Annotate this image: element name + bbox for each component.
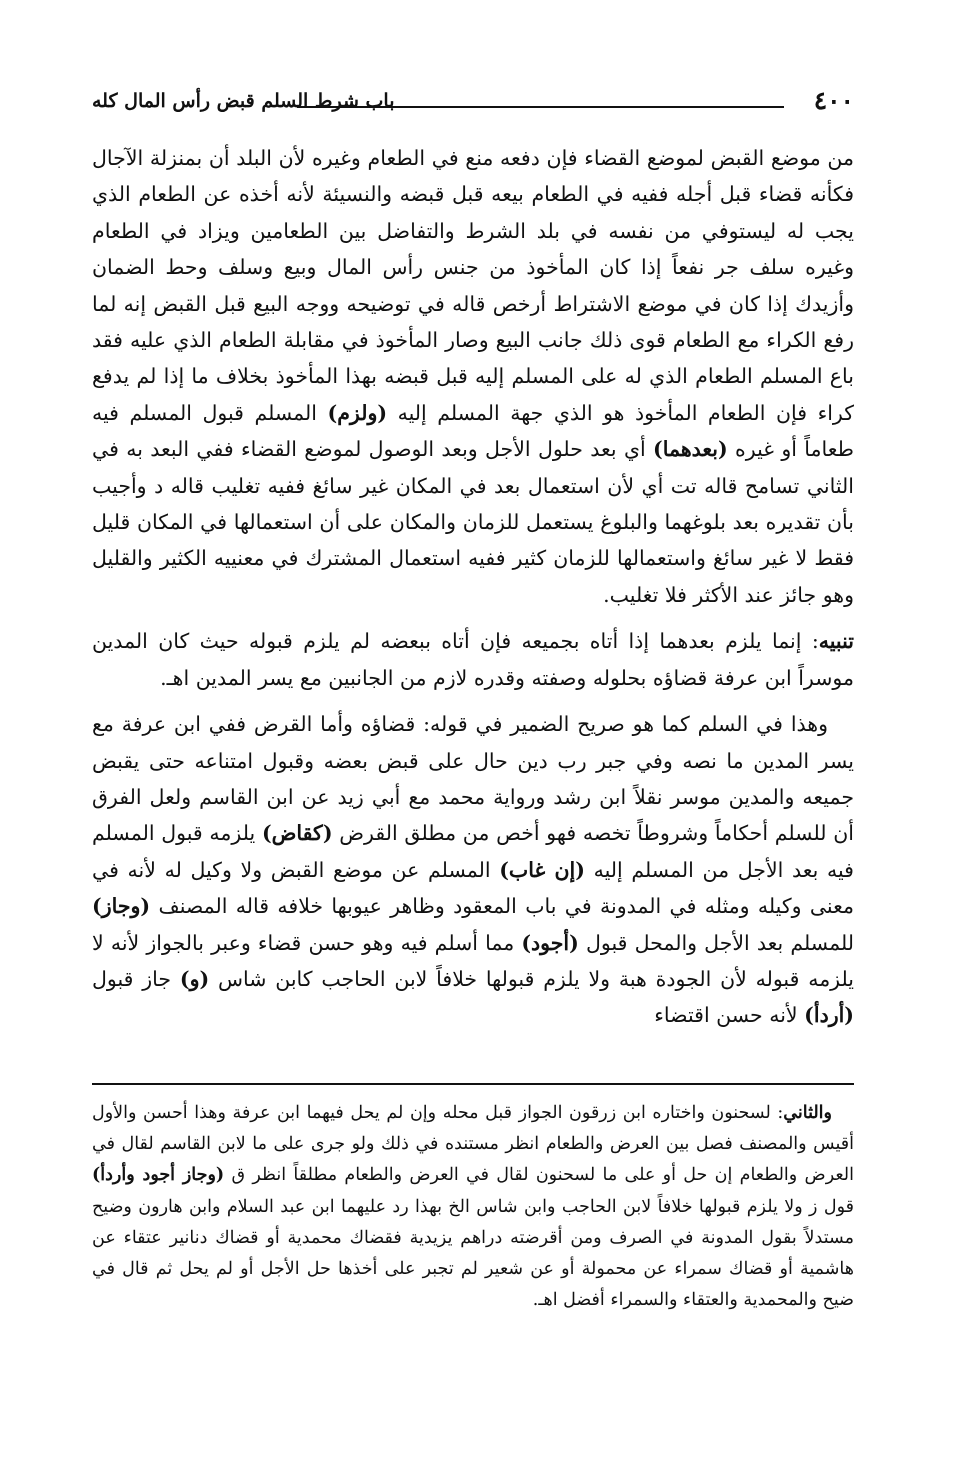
bold-term: (كقاض) [261, 821, 333, 846]
paragraph-1 [92, 140, 854, 613]
text-segment: وهذا في السلم كما هو صريح الضمير في قوله: قضاؤه وأما القرض ففي ابن عرفة مع يسر المدين ما نصه وفي جبر رب دين حال على قبض بعضه وقبول امتناعه حتى يقبض جميعه والمدين موسر نقلاً ابن رشد ورواية محمد مع أبي زيد عن ابن القاسم ولعل الفرق أن للسلم أحكاماً وشروطاً تخصه فهو أخص من مطلق القرض [92, 712, 855, 846]
text-segment: للمسلم بعد الأجل والمحل قبول [585, 930, 854, 955]
text-segment: جاز قبول [92, 966, 172, 991]
note-text: : إنما يلزم بعدهما إذا أتاه بجميعه فإن أتاه ببعضه لم يلزم قبوله حيث كان المدين موسراً ابن عرفة قضاؤه بحلوله وصفته وقدره لازم من الجانبين مع يسر المدين اهـ. [92, 629, 854, 690]
footnote-text: : لسحنون واختاره ابن زرقون الجواز قبل محله وإن لم يحل فيهما ابن عرفة وهذا أحسن والأول أقيس والمصنف فصل بين العرض والطعام انظر مستنده في ذلك ولو جرى على ما لابن القاسم لقال في العرض والطعام إن حل أو على ما لسحنون لقال في العرض والطعام مطلقاً انظر ق [92, 1103, 854, 1186]
bold-term: (أردأ) [804, 1003, 854, 1028]
text-segment: المسلم عن موضع القبض ولا وكيل له لأنه في معنى وكيله ومثله في المدونة في باب المعقود وظاهر عيوبها خلافه قاله المصنف [92, 857, 854, 919]
footnote-paragraph [92, 1098, 854, 1316]
text-segment: المسلم قبول المسلم فيه طعاماً أو غيره [92, 400, 854, 462]
bold-term: (وجاز) [92, 894, 151, 919]
bold-term: (إن غاب) [499, 857, 585, 882]
text-segment: أي بعد حلول الأجل وبعد الوصول لموضع القضاء ففي البعد به في الثاني تسامح قاله تت أي لأن استعمال بعد في المكان غير سائغ ففيه تغليب قاله د وأجيب بأن تقديره بعد بلوغهما والبلوغ يستعمل للزمان والمكان على أن استعمالها في المكان قليل فقط لا غير سائغ واستعمالها للزمان كثير ففيه استعمال المشترك في معنييه الكثير والقليل وهو جائز عند الأكثر فلا تغليب. [92, 437, 854, 607]
bold-term: (ولزم) [327, 400, 388, 425]
footnotes [92, 1098, 854, 1316]
text-segment: من موضع القبض لموضع القضاء فإن دفعه منع في الطعام وغيره لأن البلد أن بمنزلة الآجال فكأنه قضاء قبل أجله ففيه في الطعام بيعه قبل قبضه والنسيئة لأنه أخذه عن الطعام الذي يجب له ليستوفي من نفسه في بلد الشرط والتفاضل بين الطعامين ويزاد في الطعام وغيره سلف جر نفعاً إذا كان المأخوذ من جنس رأس المال وبيع وسلف وحط الضمان وأزيدك إذا كان في موضع الاشتراط أرخص قاله في توضيحه ووجه البيع قبل القبض إنه لما رفع الكراء مع الطعام قوى ذلك جانب البيع وصار المأخوذ في مقابلة الطعام الذي عليه فقد باع المسلم الطعام الذي له على المسلم إليه قبل قبضه بهذا المأخوذ بخلاف ما إذا لم يدفع كراء فإن الطعام المأخوذ هو الذي جهة المسلم إليه [92, 146, 854, 425]
footnote-text: قول ز ولا يلزم قبولها خلافاً لابن الحاجب وابن شاس الخ بهذا رد عليهما ابن عبد السلام وابن هارون وضيح مستدلاً بقول المدونة في الصرف ومن أقرضته دراهم يزيدية فقضاك محمدية أو قضاك دنانير عتقاء عن هاشمية أو قضاك سمراء عن محمولة أو عن شعير لم تجبر على أخذها حل الأجل أو لم يحل ثم قال في ضيح والمحمدية والعتقاء والسمراء أفضل اهـ. [92, 1196, 854, 1311]
bold-term: (و) [179, 966, 210, 991]
main-text [92, 140, 854, 1044]
footnote-separator [92, 1083, 854, 1085]
bold-term: (بعدهما) [653, 437, 728, 462]
text-segment: مما أسلم فيه وهو حسن قضاء وعبر بالجواز لأنه لا يلزمه قبوله لأن الجودة هبة ولا يلزم قبولها خلافاً لابن الحاجب كابن شاس [92, 930, 854, 991]
footnote-bold-term: (وجاز أجود وأردأ) [92, 1165, 225, 1186]
text-segment: يلزمه قبول المسلم فيه بعد الأجل من المسلم إليه [92, 821, 854, 882]
footnote-label: والثاني [783, 1103, 832, 1123]
page-number: ٤٠٠ [813, 86, 854, 115]
paragraph-2 [92, 706, 854, 1034]
running-title: باب شرط السلم قبض رأس المال كله [92, 90, 395, 112]
page-header [92, 86, 854, 122]
note-label: تنبيه [818, 629, 854, 654]
bold-term: (أجود) [521, 930, 579, 955]
text-segment: لأنه حسن اقتضاء [654, 1003, 798, 1028]
note-paragraph [92, 623, 854, 696]
